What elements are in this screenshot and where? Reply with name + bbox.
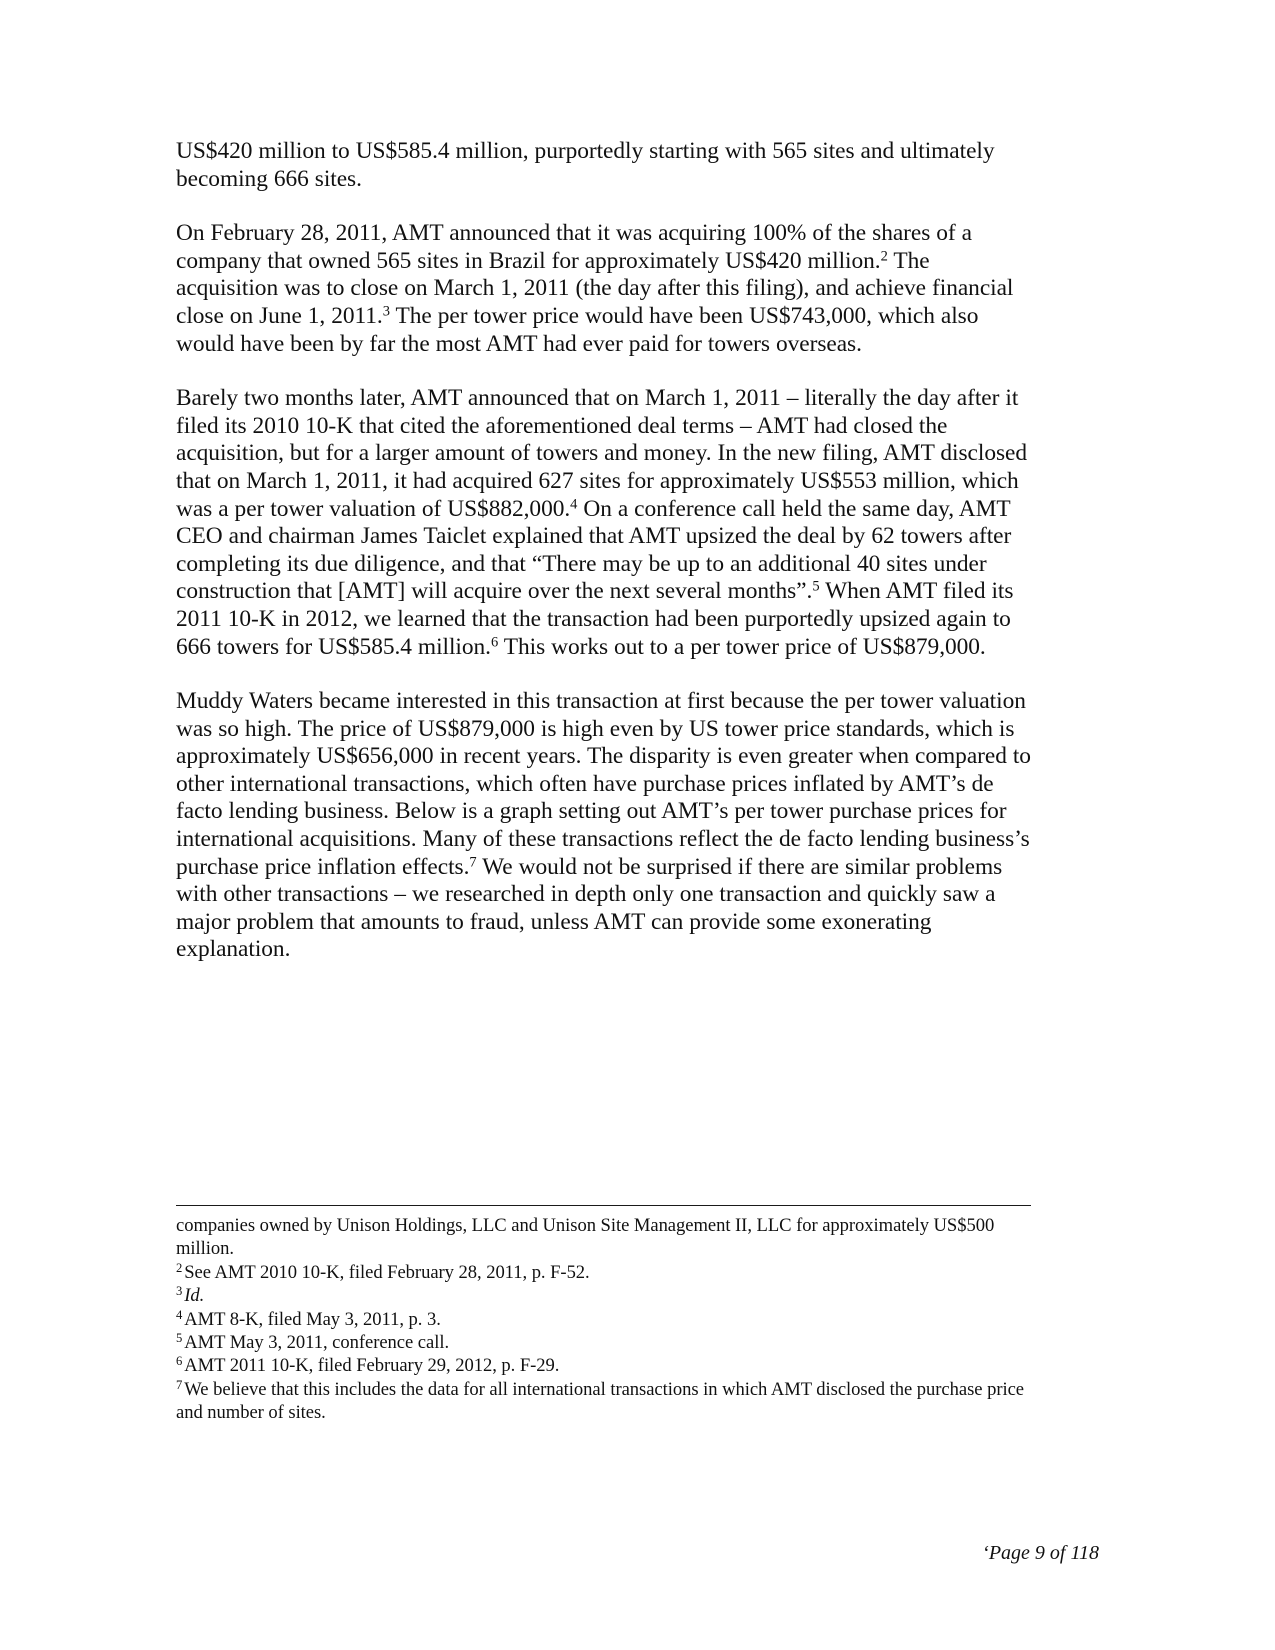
text-run: Barely two months later, AMT announced that on March 1, 2011 – literally the day after it filed its 2010 10-K that cited the aforementioned deal terms – AMT had closed the acquisition, but for a larger amount of towers and money. In the new filing, AMT disclosed that on March 1, 2011, it had acquired 627 sites for approximately US$553 million, which was a per tower valuation of US$882,000. bbox=[176, 385, 1028, 522]
footnote-item bbox=[176, 1331, 1031, 1354]
page-number-footer: ‘Page 9 of 118 bbox=[982, 1542, 1099, 1564]
footnote-number: 5 bbox=[176, 1330, 183, 1345]
footnote-item bbox=[176, 1308, 1031, 1331]
footnote-reference-marker: 7 bbox=[469, 854, 477, 871]
footnote-item bbox=[176, 1261, 1031, 1284]
footnote-reference-marker: 4 bbox=[570, 496, 578, 512]
text-run: AMT 8-K, filed May 3, 2011, p. 3. bbox=[184, 1308, 441, 1330]
italic-text: Id. bbox=[184, 1285, 205, 1307]
footnote-reference-marker: 5 bbox=[812, 578, 820, 595]
body-paragraph bbox=[176, 220, 1031, 358]
text-run: AMT 2011 10-K, filed February 29, 2012, p. F-29. bbox=[184, 1355, 560, 1377]
text-run: The acquisition was to close on March 1, 2011 (the day after this filing), and achieve financial close on June 1, 2011. bbox=[176, 247, 1014, 329]
text-run: See AMT 2010 10-K, filed February 28, 2011, p. F-52. bbox=[184, 1261, 590, 1283]
footnote-item bbox=[176, 1378, 1031, 1425]
footnote-reference-marker: 3 bbox=[382, 303, 390, 320]
footnote-item bbox=[176, 1284, 1031, 1307]
footnote-number: 3 bbox=[176, 1284, 183, 1299]
footnote-list bbox=[176, 1214, 1031, 1425]
body-paragraph bbox=[176, 138, 1031, 193]
text-run: When AMT filed its 2011 10-K in 2012, we learned that the transaction had been purportedly upsized again to 666 towers for US$585.4 million. bbox=[176, 578, 1014, 660]
footnote-reference-marker: 6 bbox=[490, 633, 499, 650]
footnote-item bbox=[176, 1354, 1031, 1377]
text-run: We believe that this includes the data for all international transactions in which AMT disclosed the purchase price and number of sites. bbox=[176, 1378, 1024, 1424]
text-run: We would not be surprised if there are similar problems with other transactions – we researched in depth only one transaction and quickly saw a major problem that amounts to fraud, unless AMT can provide some exonerating explanation. bbox=[176, 853, 1003, 963]
text-run: AMT May 3, 2011, conference call. bbox=[184, 1332, 450, 1354]
footnote-number: 7 bbox=[176, 1377, 183, 1392]
footnote-number: 2 bbox=[176, 1260, 183, 1275]
page-body bbox=[176, 138, 1031, 964]
text-run: companies owned by Unison Holdings, LLC and Unison Site Management II, LLC for approximately US$500 million. bbox=[176, 1215, 995, 1260]
footnote-number: 4 bbox=[176, 1307, 183, 1322]
footnote-number: 6 bbox=[176, 1354, 183, 1369]
body-paragraph bbox=[176, 688, 1031, 964]
text-run: On a conference call held the same day, AMT CEO and chairman James Taiclet explained that AMT upsized the deal by 62 towers after completing its due diligence, and that “There may be up to an additional 40 sites under construction that [AMT] will acquire over the next several months”. bbox=[176, 495, 1012, 605]
text-run: This works out to a per tower price of US$879,000. bbox=[498, 633, 986, 660]
footnote-section bbox=[176, 1205, 1031, 1425]
footnote-item bbox=[176, 1214, 1031, 1261]
text-run: Muddy Waters became interested in this transaction at first because the per tower valuation was so high. The price of US$879,000 is high even by US tower price standards, which is approximately US$656,000 in recent years. The disparity is even greater when compared to other international transactions, which often have purchase prices inflated by AMT’s de facto lending business. Below is a graph setting out AMT’s per tower purchase prices for international acquisitions. Many of these transactions reflect the de facto lending business’s purchase price inflation effects. bbox=[176, 688, 1031, 880]
body-paragraph bbox=[176, 385, 1031, 661]
text-run: The per tower price would have been US$743,000, which also would have been by far the most AMT had ever paid for towers overseas. bbox=[176, 302, 979, 357]
footnote-reference-marker: 2 bbox=[880, 248, 888, 265]
text-run: On February 28, 2011, AMT announced that it was acquiring 100% of the shares of a company that owned 565 sites in Brazil for approximately US$420 million. bbox=[176, 220, 973, 274]
text-run: US$420 million to US$585.4 million, purportedly starting with 565 sites and ultimately becoming 666 sites. bbox=[176, 138, 995, 192]
footnote-separator-rule bbox=[176, 1205, 1031, 1206]
